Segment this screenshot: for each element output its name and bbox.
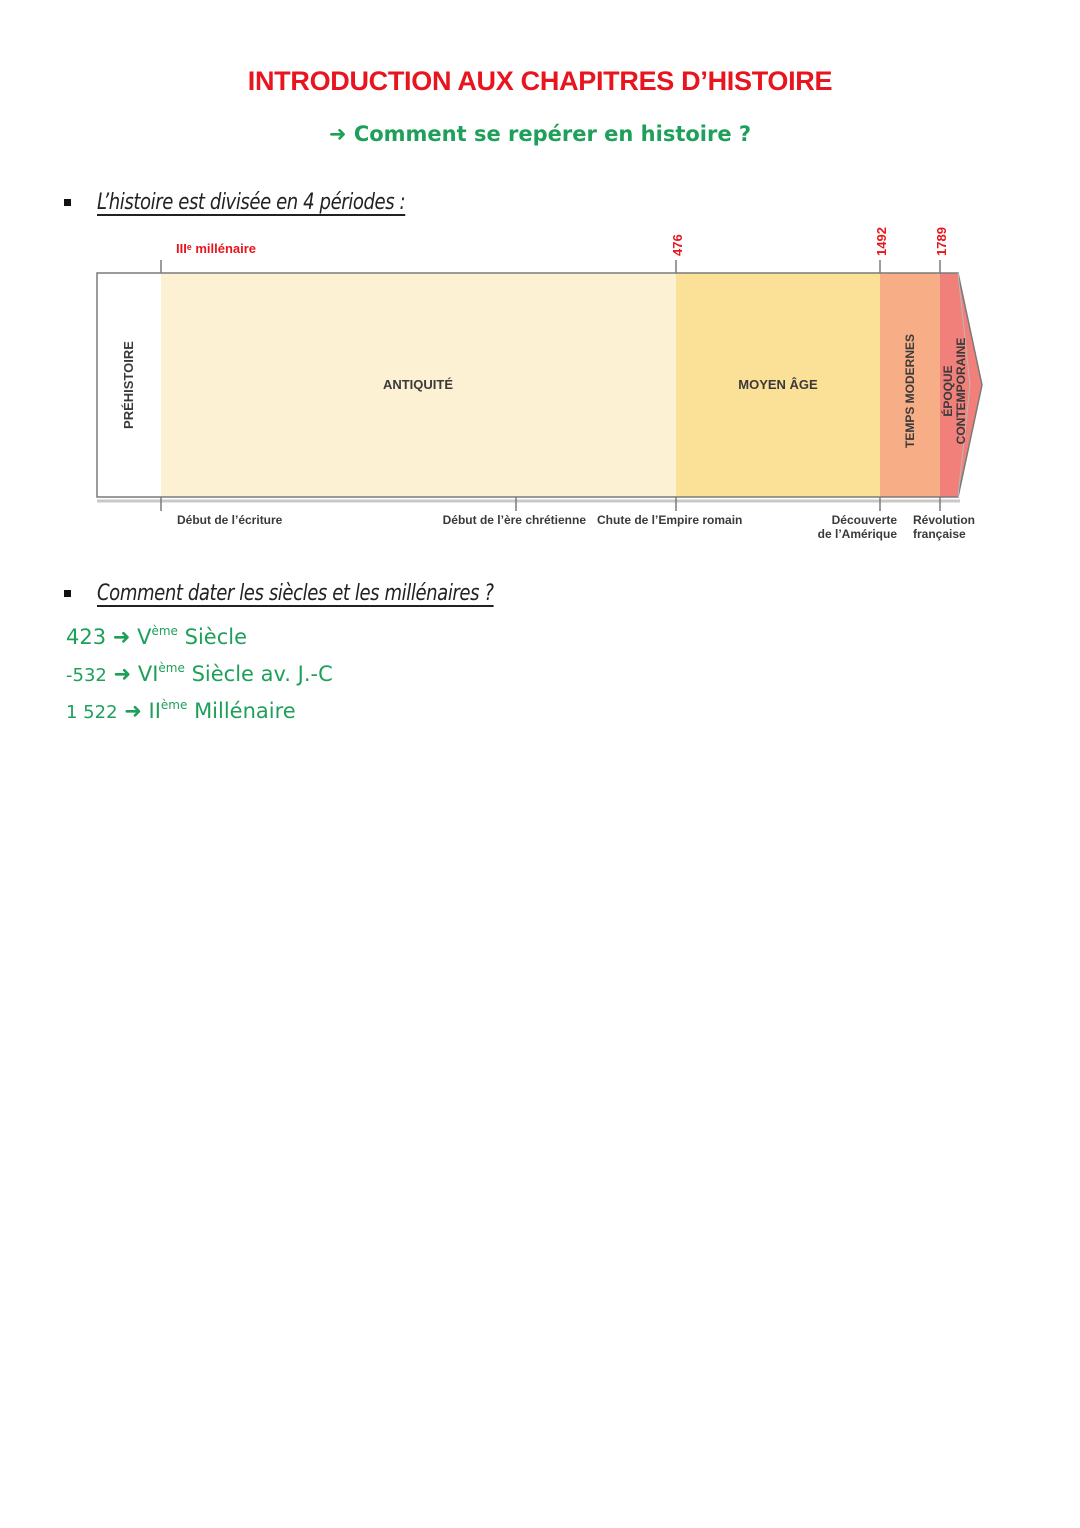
page-subtitle: ➜ Comment se repérer en histoire ? [328,122,752,146]
label-millenaire: IIIᵉ millénaire [176,241,257,256]
date-example-line [66,624,247,649]
ordinal-suffix: ème [158,661,185,675]
page-title: INTRODUCTION AUX CHAPITRES D’HISTOIRE [247,66,833,96]
section-heading-periods [64,190,473,215]
label-event-revolution-line1: Révolution [913,513,975,527]
label-event-amerique-line1: Découverte [831,513,897,527]
date-unit: Siècle av. J.-C [191,662,333,686]
date-number: 423 [66,625,107,649]
label-date-1492: 1492 [874,227,889,256]
date-unit: Siècle [184,625,247,649]
label-event-revolution-line2: française [913,527,966,541]
arrow-icon: ➜ [113,662,132,686]
date-number: 1 522 [66,702,118,723]
bullet-icon [64,590,71,597]
section-heading-text: L’histoire est divisée en 4 périodes : [97,190,406,215]
date-unit: Millénaire [194,699,296,723]
section-heading-text: Comment dater les siècles et les millénaires ? [97,581,494,606]
label-moyen-age: MOYEN ÂGE [738,377,818,392]
label-date-476: 476 [670,234,685,256]
label-event-chute: Chute de l’Empire romain [597,513,743,527]
ordinal-suffix: ème [151,624,178,638]
ordinal-suffix: ème [160,698,188,712]
date-example-line [66,661,333,686]
bullet-icon [64,199,71,206]
label-temps-modernes: TEMPS MODERNES [903,333,917,449]
date-example-line [66,698,296,723]
roman-numeral: V [137,625,152,649]
label-event-amerique-line2: de l’Amérique [817,527,897,541]
arrow-icon: ➜ [124,699,142,723]
label-antiquite: ANTIQUITÉ [382,377,454,392]
label-event-ere: Début de l’ère chrétienne [442,513,586,527]
label-epoque-line1: ÉPOQUE [941,365,955,417]
arrow-icon: ➜ [112,625,131,649]
section-heading-dating [64,581,581,606]
label-date-1789: 1789 [934,227,949,256]
label-epoque-line2: CONTEMPORAINE [954,337,968,445]
label-event-ecriture: Début de l’écriture [177,513,283,527]
roman-numeral: VI [137,662,159,686]
history-timeline [90,220,1000,550]
label-prehistoire: PRÉHISTOIRE [121,341,136,429]
roman-numeral: II [148,699,161,723]
date-number: -532 [66,665,107,686]
